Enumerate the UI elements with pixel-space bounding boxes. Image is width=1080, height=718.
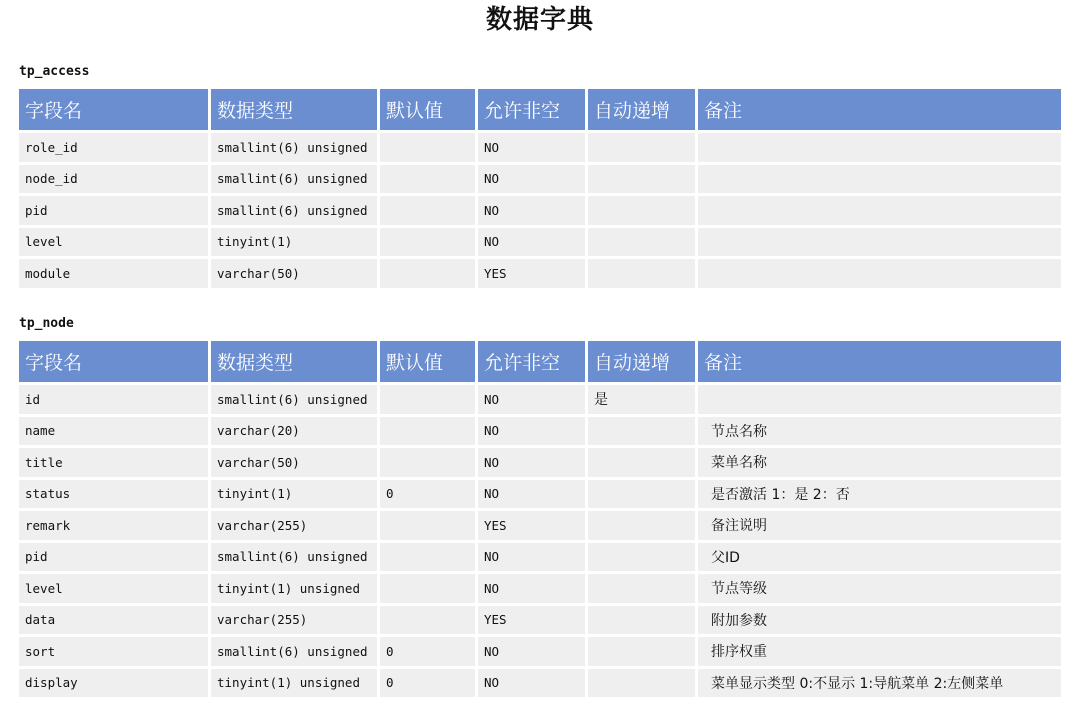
cell-field: node_id (19, 165, 208, 194)
cell-default (380, 385, 475, 414)
cell-field: remark (19, 511, 208, 540)
cell-not-null: NO (478, 228, 585, 257)
cell-field: display (19, 669, 208, 698)
table-name-tp-access: tp_access (19, 64, 90, 79)
table-name-tp-node: tp_node (19, 316, 74, 331)
cell-type: varchar(255) (211, 511, 377, 540)
cell-note: 父ID (698, 543, 1061, 572)
header-type: 数据类型 (211, 341, 377, 382)
cell-not-null: NO (478, 448, 585, 477)
cell-type: varchar(20) (211, 417, 377, 446)
cell-default (380, 511, 475, 540)
cell-auto-inc (588, 480, 695, 509)
cell-not-null: NO (478, 133, 585, 162)
cell-auto-inc (588, 165, 695, 194)
table-row (19, 196, 1061, 225)
cell-default (380, 417, 475, 446)
cell-not-null: NO (478, 543, 585, 572)
cell-note (698, 133, 1061, 162)
table-row (19, 511, 1061, 540)
table-row (19, 417, 1061, 446)
cell-field: name (19, 417, 208, 446)
cell-field: role_id (19, 133, 208, 162)
header-not-null: 允许非空 (478, 341, 585, 382)
table-row (19, 448, 1061, 477)
table-tp-access (16, 86, 1064, 291)
cell-field: status (19, 480, 208, 509)
header-not-null: 允许非空 (478, 89, 585, 130)
header-note: 备注 (698, 341, 1061, 382)
cell-note: 节点名称 (698, 417, 1061, 446)
cell-default: 0 (380, 669, 475, 698)
cell-type: tinyint(1) unsigned (211, 574, 377, 603)
cell-field: pid (19, 543, 208, 572)
cell-auto-inc (588, 606, 695, 635)
cell-not-null: YES (478, 606, 585, 635)
cell-field: id (19, 385, 208, 414)
cell-note (698, 259, 1061, 288)
cell-default (380, 574, 475, 603)
cell-auto-inc (588, 574, 695, 603)
header-field: 字段名 (19, 89, 208, 130)
cell-type: smallint(6) unsigned (211, 543, 377, 572)
table-row (19, 637, 1061, 666)
header-auto-inc: 自动递增 (588, 341, 695, 382)
cell-auto-inc (588, 228, 695, 257)
header-note: 备注 (698, 89, 1061, 130)
cell-note: 菜单显示类型 0:不显示 1:导航菜单 2:左侧菜单 (698, 669, 1061, 698)
cell-default: 0 (380, 480, 475, 509)
cell-not-null: YES (478, 259, 585, 288)
cell-auto-inc (588, 543, 695, 572)
header-default: 默认值 (380, 341, 475, 382)
cell-auto-inc (588, 669, 695, 698)
cell-default (380, 133, 475, 162)
cell-not-null: NO (478, 669, 585, 698)
cell-not-null: NO (478, 196, 585, 225)
cell-auto-inc (588, 259, 695, 288)
cell-note (698, 228, 1061, 257)
table-row (19, 480, 1061, 509)
cell-default (380, 228, 475, 257)
cell-field: data (19, 606, 208, 635)
table-row (19, 259, 1061, 288)
cell-auto-inc (588, 637, 695, 666)
cell-field: pid (19, 196, 208, 225)
cell-not-null: NO (478, 417, 585, 446)
table-row (19, 543, 1061, 572)
cell-type: smallint(6) unsigned (211, 385, 377, 414)
table-row (19, 574, 1061, 603)
cell-field: level (19, 228, 208, 257)
cell-type: tinyint(1) (211, 480, 377, 509)
cell-type: smallint(6) unsigned (211, 637, 377, 666)
header-auto-inc: 自动递增 (588, 89, 695, 130)
cell-field: level (19, 574, 208, 603)
cell-auto-inc (588, 196, 695, 225)
cell-default (380, 259, 475, 288)
cell-default: 0 (380, 637, 475, 666)
cell-not-null: YES (478, 511, 585, 540)
cell-type: smallint(6) unsigned (211, 133, 377, 162)
cell-field: module (19, 259, 208, 288)
table-row (19, 165, 1061, 194)
cell-note: 菜单名称 (698, 448, 1061, 477)
table-tp-node (16, 338, 1064, 700)
cell-type: smallint(6) unsigned (211, 165, 377, 194)
cell-field: sort (19, 637, 208, 666)
cell-not-null: NO (478, 480, 585, 509)
cell-auto-inc: 是 (588, 385, 695, 414)
table-row (19, 133, 1061, 162)
cell-auto-inc (588, 133, 695, 162)
cell-note (698, 385, 1061, 414)
cell-type: tinyint(1) (211, 228, 377, 257)
cell-type: varchar(255) (211, 606, 377, 635)
header-field: 字段名 (19, 341, 208, 382)
table-header-row (19, 89, 1061, 130)
cell-not-null: NO (478, 385, 585, 414)
cell-default (380, 448, 475, 477)
cell-note: 节点等级 (698, 574, 1061, 603)
table-row (19, 385, 1061, 414)
cell-note (698, 196, 1061, 225)
cell-note: 备注说明 (698, 511, 1061, 540)
cell-note: 是否激活 1：是 2：否 (698, 480, 1061, 509)
cell-note (698, 165, 1061, 194)
cell-not-null: NO (478, 574, 585, 603)
header-default: 默认值 (380, 89, 475, 130)
cell-auto-inc (588, 417, 695, 446)
cell-field: title (19, 448, 208, 477)
cell-type: varchar(50) (211, 259, 377, 288)
table-header-row (19, 341, 1061, 382)
cell-not-null: NO (478, 637, 585, 666)
cell-auto-inc (588, 448, 695, 477)
header-type: 数据类型 (211, 89, 377, 130)
table-row (19, 228, 1061, 257)
cell-default (380, 196, 475, 225)
page-title: 数据字典 (485, 5, 594, 35)
cell-note: 附加参数 (698, 606, 1061, 635)
cell-type: varchar(50) (211, 448, 377, 477)
cell-default (380, 543, 475, 572)
cell-not-null: NO (478, 165, 585, 194)
table-row (19, 669, 1061, 698)
cell-note: 排序权重 (698, 637, 1061, 666)
table-row (19, 606, 1061, 635)
cell-default (380, 165, 475, 194)
cell-type: tinyint(1) unsigned (211, 669, 377, 698)
cell-type: smallint(6) unsigned (211, 196, 377, 225)
cell-default (380, 606, 475, 635)
cell-auto-inc (588, 511, 695, 540)
